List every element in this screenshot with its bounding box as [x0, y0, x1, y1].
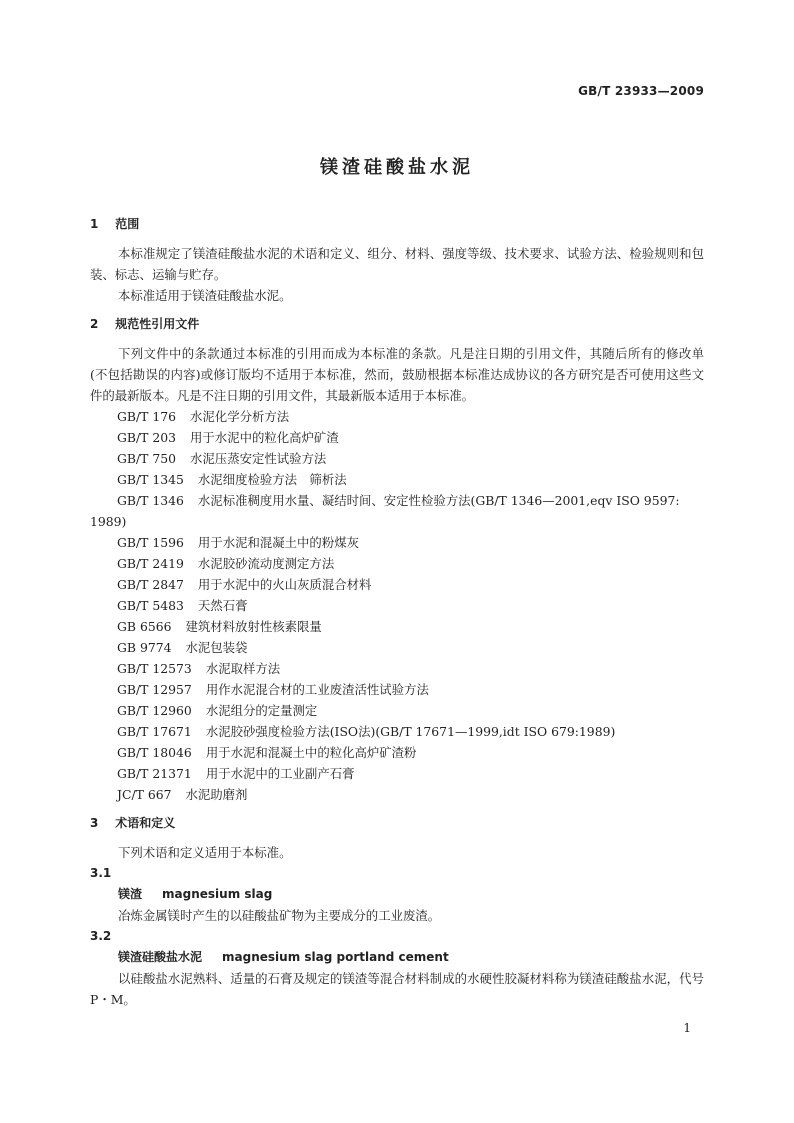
reference-title: 水泥包装袋 [185, 640, 248, 655]
section-number: 1 [90, 217, 99, 231]
reference-list [90, 406, 704, 805]
reference-item [90, 406, 704, 427]
reference-code: GB/T 176 [117, 409, 177, 424]
reference-item [90, 448, 704, 469]
reference-item [90, 700, 704, 721]
term-name [90, 947, 704, 968]
reference-title: 用于水泥中的粒化高炉矿渣 [190, 430, 339, 445]
reference-item [90, 721, 704, 742]
reference-item [90, 658, 704, 679]
reference-title-continuation: 1989) [90, 514, 127, 529]
reference-item [90, 532, 704, 553]
term-name-en: magnesium slag portland cement [222, 950, 449, 964]
standard-code: GB/T 23933—2009 [578, 84, 704, 98]
reference-code: GB/T 21371 [117, 766, 192, 781]
reference-code: GB/T 18046 [117, 745, 192, 760]
reference-item [90, 637, 704, 658]
reference-title: 用于水泥和混凝土中的粉煤灰 [197, 535, 359, 550]
reference-title: 水泥标准稠度用水量、凝结时间、安定性检验方法(GB/T 1346—2001,eqv ISO 9597: [197, 493, 680, 508]
scope-paragraph: 本标准适用于镁渣硅酸盐水泥。 [118, 288, 292, 303]
reference-code: GB/T 12957 [117, 682, 192, 697]
reference-item [90, 490, 704, 511]
reference-title: 水泥细度检验方法 筛析法 [197, 472, 347, 487]
document-title: 镁渣硅酸盐水泥 [320, 157, 474, 178]
reference-title: 水泥组分的定量测定 [205, 703, 318, 718]
reference-code: GB/T 1596 [117, 535, 184, 550]
reference-item [90, 616, 704, 637]
reference-code: GB/T 203 [117, 430, 177, 445]
term-number: 3.2 [90, 929, 112, 943]
reference-title: 建筑材料放射性核素限量 [185, 619, 322, 634]
reference-code: GB/T 750 [117, 451, 177, 466]
term-name-zh: 镁渣硅酸盐水泥 [118, 950, 203, 964]
term-number: 3.1 [90, 866, 112, 880]
reference-title: 用于水泥中的工业副产石膏 [205, 766, 355, 781]
reference-title: 水泥胶砂流动度测定方法 [197, 556, 335, 571]
reference-title: 水泥化学分析方法 [190, 409, 290, 424]
section-title: 范围 [115, 217, 140, 231]
reference-code: GB/T 2419 [117, 556, 184, 571]
term-name [90, 884, 704, 905]
reference-code: GB/T 5483 [117, 598, 184, 613]
reference-title: 用于水泥中的火山灰质混合材料 [197, 577, 372, 592]
section-1-heading [90, 214, 704, 235]
reference-item [90, 469, 704, 490]
reference-code: GB/T 17671 [117, 724, 192, 739]
reference-code: JC/T 667 [117, 787, 172, 802]
term-definition: 冶炼金属镁时产生的以硅酸盐矿物为主要成分的工业废渣。 [118, 908, 441, 923]
section-number: 3 [90, 816, 99, 830]
term-definition: 以硅酸盐水泥熟料、适量的石膏及规定的镁渣等混合材料制成的水硬性胶凝材料称为镁渣硅酸盐水泥，代号 P・M。 [90, 971, 704, 1007]
section-title: 术语和定义 [115, 816, 176, 830]
reference-title: 水泥胶砂强度检验方法(ISO法)(GB/T 17671—1999,idt ISO 679:1989) [205, 724, 616, 739]
reference-code: GB 9774 [117, 640, 172, 655]
references-intro: 下列文件中的条款通过本标准的引用而成为本标准的条款。凡是注日期的引用文件，其随后所有的修改单(不包括勘误的内容)或修订版均不适用于本标准，然而，鼓励根据本标准达成协议的各方研究是否可使用这些文件的最新版本。凡是不注日期的引用文件，其最新版本适用于本标准。 [90, 346, 704, 403]
section-title: 规范性引用文件 [115, 317, 200, 331]
reference-title: 天然石膏 [197, 598, 248, 613]
section-3-heading [90, 813, 704, 834]
reference-title: 用于水泥和混凝土中的粒化高炉矿渣粉 [205, 745, 417, 760]
scope-paragraph: 本标准规定了镁渣硅酸盐水泥的术语和定义、组分、材料、强度等级、技术要求、试验方法、检验规则和包装、标志、运输与贮存。 [90, 246, 704, 282]
reference-code: GB/T 12960 [117, 703, 192, 718]
reference-title: 水泥助磨剂 [185, 787, 248, 802]
reference-code: GB/T 1346 [117, 493, 184, 508]
term-name-en: magnesium slag [162, 887, 273, 901]
section-2-heading [90, 314, 704, 335]
reference-item [90, 574, 704, 595]
reference-item [90, 763, 704, 784]
document-body [90, 214, 704, 1010]
reference-code: GB/T 2847 [117, 577, 184, 592]
reference-item [90, 742, 704, 763]
reference-code: GB 6566 [117, 619, 172, 634]
terms-intro: 下列术语和定义适用于本标准。 [118, 845, 292, 860]
reference-title: 水泥压蒸安定性试验方法 [190, 451, 327, 466]
reference-item [90, 679, 704, 700]
page-number: 1 [683, 1021, 691, 1035]
reference-title: 用作水泥混合材的工业废渣活性试验方法 [205, 682, 429, 697]
reference-item [90, 427, 704, 448]
reference-code: GB/T 12573 [117, 661, 192, 676]
term-name-zh: 镁渣 [118, 887, 143, 901]
section-number: 2 [90, 317, 99, 331]
reference-item [90, 553, 704, 574]
reference-item [90, 784, 704, 805]
reference-code: GB/T 1345 [117, 472, 184, 487]
reference-title: 水泥取样方法 [205, 661, 281, 676]
reference-item [90, 595, 704, 616]
